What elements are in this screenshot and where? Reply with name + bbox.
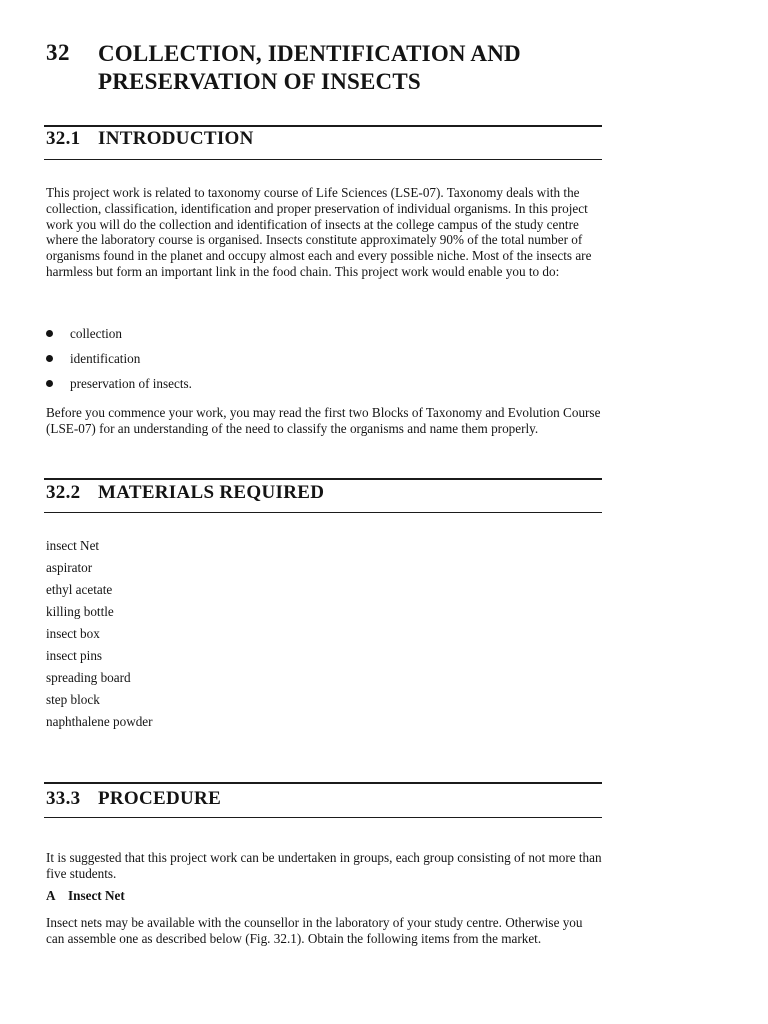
list-item: ethyl acetate (46, 582, 113, 597)
chapter-title (98, 40, 658, 96)
procedure-paragraph: It is suggested that this project work can be undertaken in groups, each group consisting of not more than five students. (46, 850, 602, 881)
section-heading-procedure (46, 788, 221, 810)
list-item: insect pins (46, 648, 103, 663)
insect-net-paragraph: Insect nets may be available with the counsellor in the laboratory of your study centre. Otherwise you can assemble one as described below (Fig. 32.1). Obtain the following items from the market. (46, 915, 583, 946)
section-rule-bottom (44, 512, 602, 513)
section-rule-bottom (44, 159, 602, 160)
section-title: INTRODUCTION (98, 128, 254, 149)
section-rule-top (44, 478, 602, 480)
section-rule-bottom (44, 817, 602, 818)
section-rule-top (44, 782, 602, 784)
list-item: insect Net (46, 538, 100, 553)
list-item: naphthalene powder (46, 714, 153, 729)
section-number: 33.3 (46, 788, 81, 809)
bullet-icon (46, 380, 53, 387)
subheading-title: Insect Net (68, 888, 125, 903)
list-item: spreading board (46, 670, 131, 685)
section-heading-materials (46, 482, 324, 504)
materials-list (46, 538, 153, 736)
section-title: MATERIALS REQUIRED (98, 482, 325, 503)
chapter-title-line-2: PRESERVATION OF INSECTS (98, 69, 421, 94)
list-item: aspirator (46, 560, 93, 575)
subheading-insect-net (46, 888, 125, 904)
bullet-icon (46, 355, 53, 362)
section-heading-introduction (46, 128, 254, 150)
section-number: 32.1 (46, 128, 81, 149)
before-you-commence-paragraph: Before you commence your work, you may read the first two Blocks of Taxonomy and Evolution Course (LSE-07) for an understanding of the need to classify the organisms and name them properly. (46, 405, 601, 436)
section-rule-top (44, 125, 602, 127)
list-item: killing bottle (46, 604, 114, 619)
subheading-letter: A (46, 888, 56, 903)
list-item: step block (46, 692, 100, 707)
section-number: 32.2 (46, 482, 81, 503)
bullet-icon (46, 330, 53, 337)
list-item: insect box (46, 626, 100, 641)
document-page: 32 COLLECTION, IDENTIFICATION AND PRESERVATION OF INSECTS 32.1 INTRODUCTION This project work is related to taxonomy course of Life Sciences (LSE-07). Taxonomy deals with the collection, classification, identification and proper preservation of individual organisms. In this project work you will do the collection and identification of insects at the college campus of the study centre where the laboratory course is organised. Insects constitute approximately 90% of the total number of organisms found in the planet and occupy almost each and every possible niche. Most of the insects are harmless but form an important link in the food chain. This project work would enable you to do: collection identification preservation of insects. Before you commence your work, you may read the first two Blocks of Taxonomy and Evolution Course (LSE-07) for an understanding of the need to classify the organisms and name them properly. 32.2 MATERIALS REQUIRED insect Net aspirator ethyl acetate killing bottle insect box insect pins spreading board step block naphthalene powder 33.3 PROCEDURE It is suggested that this project work can be undertaken in groups, each group consisting of not more than five students. A Insect Net Insect nets may be available with the counsellor in the laboratory of your study centre. Otherwise you can assemble one as described below (Fig. 32.1). Obtain the following items from the market. (0, 0, 768, 1024)
chapter-number: 32 (46, 40, 70, 65)
introduction-paragraph: This project work is related to taxonomy course of Life Sciences (LSE-07). Taxonomy deals with the collection, classification, identification and proper preservation of individual organisms. In this project work you will do the collection and identification of insects at the college campus of the study centre where the laboratory course is organised. Insects constitute approximately 90% of the total number of organisms found in the planet and occupy almost each and every possible niche. Most of the insects are harmless but form an important link in the food chain. This project work would enable you to do: (46, 185, 592, 279)
section-title: PROCEDURE (98, 788, 222, 809)
chapter-title-line-1: COLLECTION, IDENTIFICATION AND (98, 41, 521, 66)
